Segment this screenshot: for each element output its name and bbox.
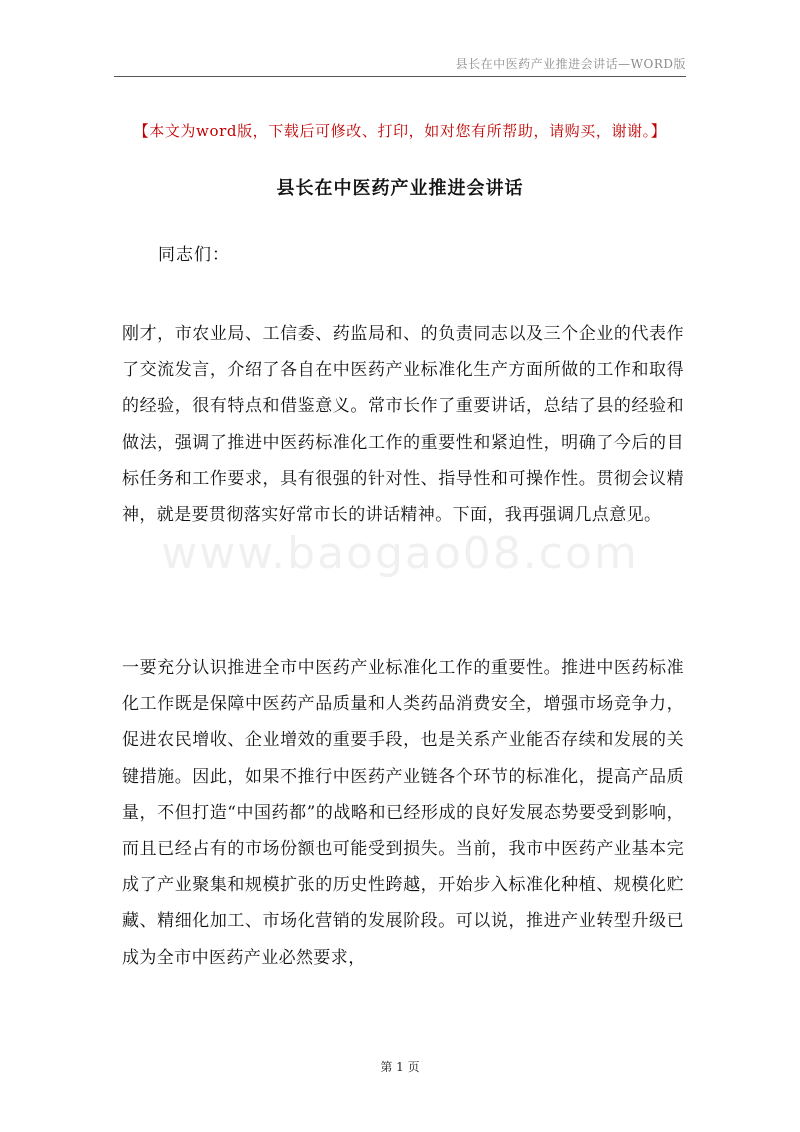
salutation: 同志们： — [158, 245, 230, 265]
running-header: 县长在中医药产业推进会讲话—WORD版 — [455, 57, 686, 71]
header-divider — [114, 76, 686, 77]
page-number: 第 1 页 — [380, 1060, 420, 1074]
body-paragraph-2: 一要充分认识推进全市中医药产业标准化工作的重要性。推进中医药标准化工作既是保障中医药产品质量和人类药品消费安全，增强市场竞争力，促进农民增收、企业增效的重要手段，也是关系产业能否存续和发展的关键措施。因此，如果不推行中医药产业链各个环节的标准化，提高产品质量，不但打造“中国药都”的战略和已经形成的良好发展态势要受到影响，而且已经占有的市场份额也可能受到损失。当前，我市中医药产业基本完成了产业聚集和规模扩张的历史性跨越，开始步入标准化种植、规模化贮藏、精细化加工、市场化营销的发展阶段。可以说，推进产业转型升级已成为全市中医药产业必然要求， — [122, 658, 684, 968]
body-paragraph-1: 刚才，市农业局、工信委、药监局和、的负责同志以及三个企业的代表作了交流发言，介绍了各自在中医药产业标准化生产方面所做的工作和取得的经验，很有特点和借鉴意义。常市长作了重要讲话，总结了县的经验和做法，强调了推进中医药标准化工作的重要性和紧迫性，明确了今后的目标任务和工作要求，具有很强的针对性、指导性和可操作性。贯彻会议精神，就是要贯彻落实好常市长的讲话精神。下面，我再强调几点意见。 — [122, 324, 684, 526]
purchase-notice: 【本文为word版，下载后可修改、打印，如对您有所帮助，请购买，谢谢。】 — [133, 122, 667, 140]
watermark: www.baogao08.com — [161, 528, 639, 579]
document-title: 县长在中医药产业推进会讲话 — [276, 178, 524, 199]
